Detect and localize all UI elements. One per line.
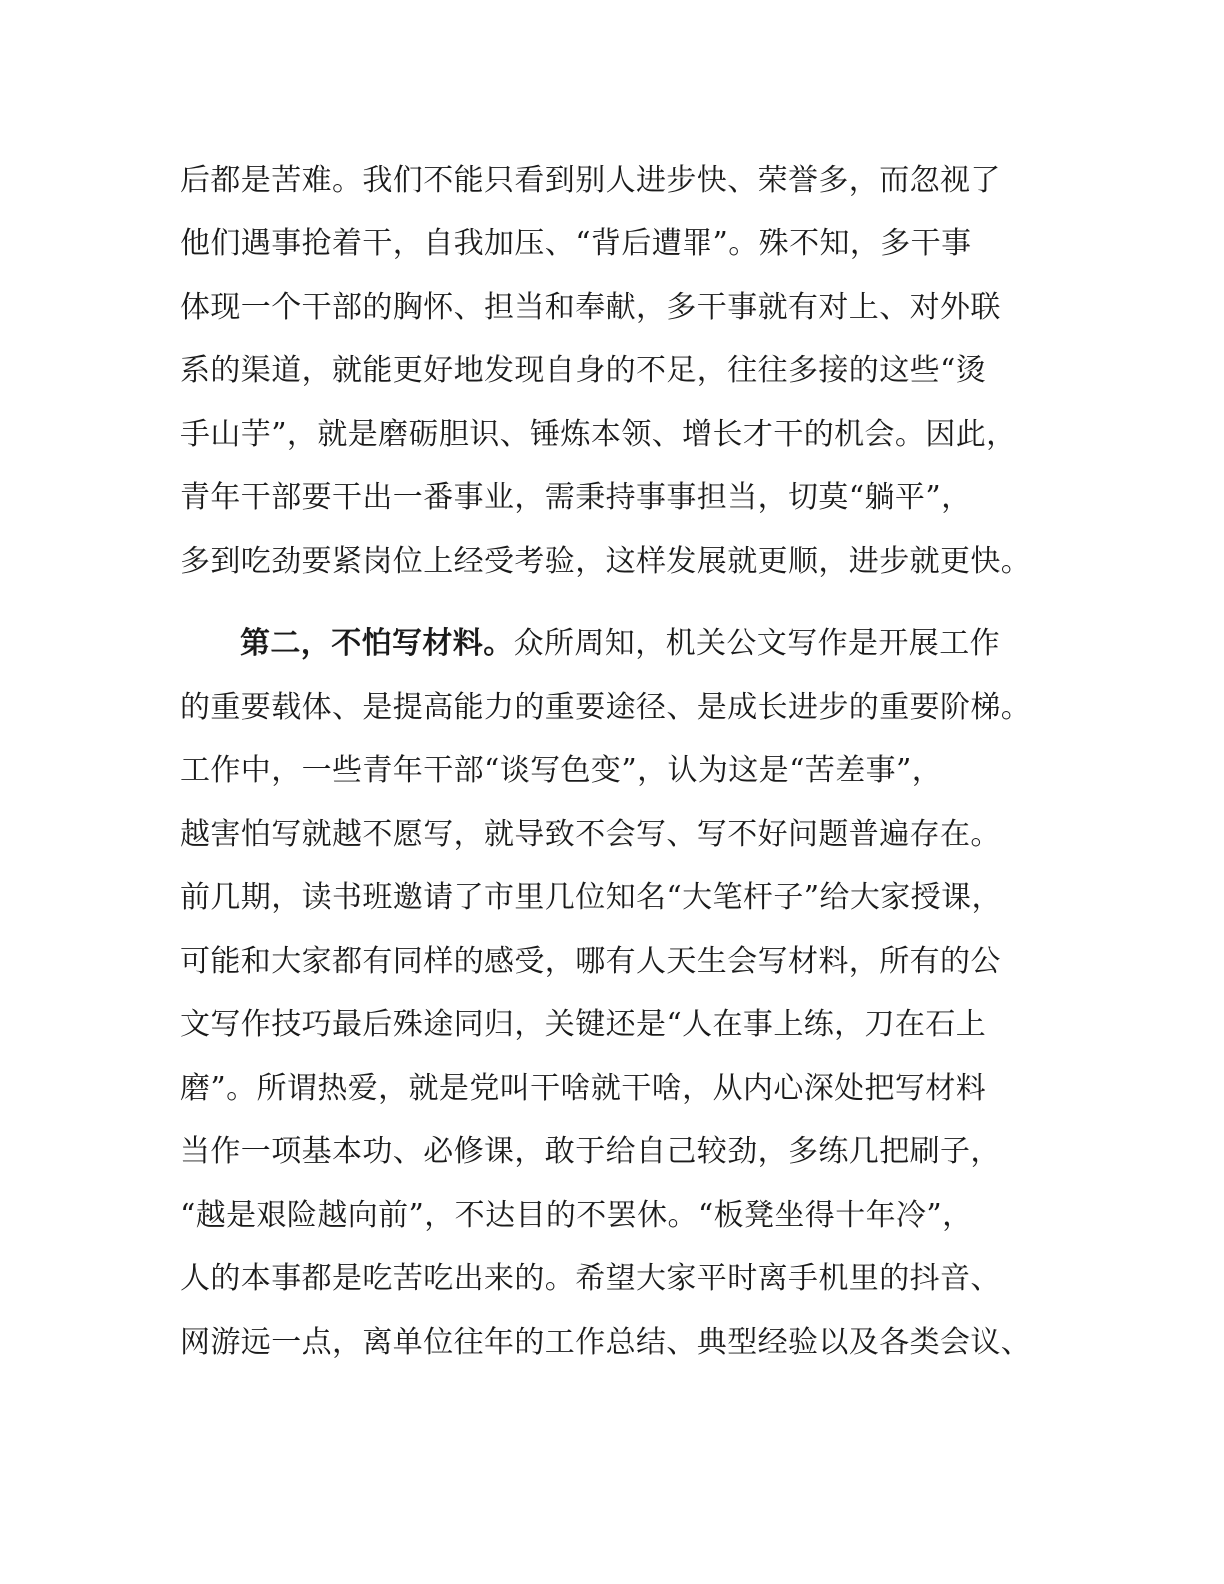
paragraph-line: 手山芋”，就是磨砺胆识、锤炼本领、增长才干的机会。因此，: [180, 417, 1017, 452]
paragraph-first-line: [240, 614, 1040, 674]
paragraph-line: 前几期，读书班邀请了市里几位知名“大笔杆子”给大家授课，: [180, 880, 1002, 915]
paragraph-line: 青年干部要干出一番事业，需秉持事事担当，切莫“躺平”，: [180, 480, 972, 515]
paragraph-line: 可能和大家都有同样的感受，哪有人天生会写材料，所有的公: [180, 944, 1001, 979]
paragraph-line: 后都是苦难。我们不能只看到别人进步快、荣誉多，而忽视了: [180, 163, 1001, 198]
paragraph-line: 的重要载体、是提高能力的重要途径、是成长进步的重要阶梯。: [180, 690, 1032, 725]
paragraph-line-text: 众所周知，机关公文写作是开展工作: [513, 626, 1001, 661]
paragraph-line: 磨”。所谓热爱，就是党叫干啥就干啥，从内心深处把写材料: [180, 1071, 987, 1106]
paragraph-line: 工作中，一些青年干部“谈写色变”，认为这是“苦差事”，: [180, 753, 943, 788]
paragraph-line: 系的渠道，就能更好地发现自身的不足，往往多接的这些“烫: [180, 353, 987, 388]
paragraph-line: 他们遇事抢着干，自我加压、“背后遭罪”。殊不知，多干事: [180, 226, 972, 261]
paragraph-line: 网游远一点，离单位往年的工作总结、典型经验以及各类会议、: [180, 1325, 1032, 1360]
paragraph-line: “越是艰险越向前”，不达目的不罢休。“板凳坐得十年冷”，: [180, 1198, 973, 1233]
paragraph-line: 体现一个干部的胸怀、担当和奉献，多干事就有对上、对外联: [180, 290, 1001, 325]
paragraph-line: 当作一项基本功、必修课，敢于给自己较劲，多练几把刷子，: [180, 1134, 1001, 1169]
section-heading: 第二，不怕写材料。: [240, 626, 514, 661]
paragraph-line: 越害怕写就越不愿写，就导致不会写、写不好问题普遍存在。: [180, 817, 1001, 852]
paragraph-line: 多到吃劲要紧岗位上经受考验，这样发展就更顺，进步就更快。: [180, 544, 1032, 579]
paragraph-line: 人的本事都是吃苦吃出来的。希望大家平时离手机里的抖音、: [180, 1261, 1001, 1296]
paragraph-line: 文写作技巧最后殊途同归，关键还是“人在事上练，刀在石上: [180, 1007, 987, 1042]
